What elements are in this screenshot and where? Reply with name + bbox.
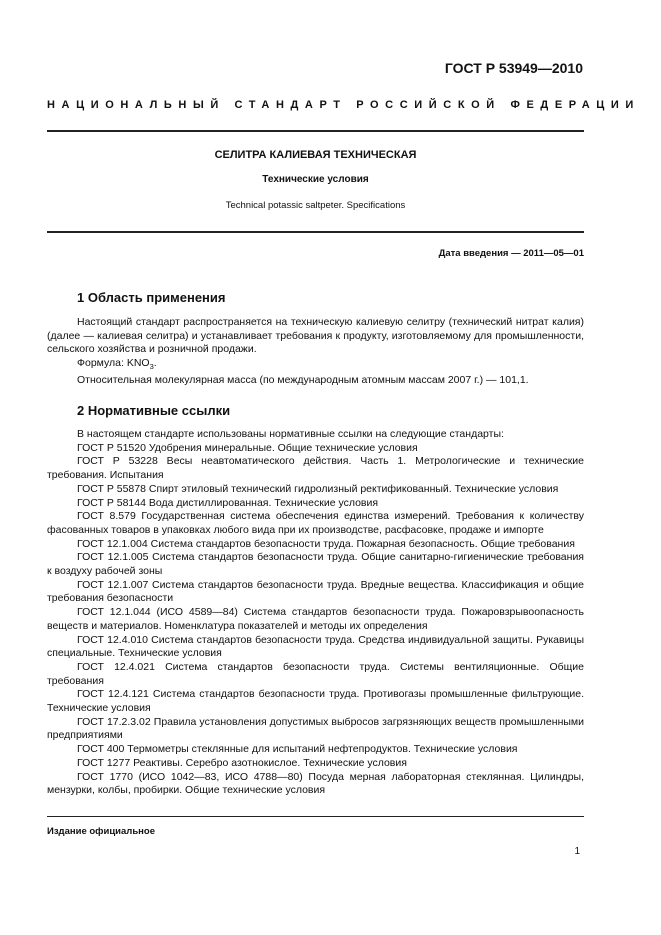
reference-item: ГОСТ 12.1.007 Система стандартов безопасности труда. Вредные вещества. Классификация и общие требования безопасности [47,578,584,605]
formula-line [47,357,584,374]
section-2-heading: 2 Нормативные ссылки [77,403,231,418]
formula-label: Формула: KNO [77,357,150,370]
reference-item: ГОСТ Р 55878 Спирт этиловый технический гидролизный ректификованный. Технические условия [77,482,559,495]
molecular-mass-line: Относительная молекулярная масса (по международным атомным массам 2007 г.) — 101,1. [77,373,529,386]
reference-item: ГОСТ 12.4.121 Система стандартов безопасности труда. Противогазы промышленные фильтрующие. Технические условия [47,688,584,715]
section-2-body [47,428,584,798]
reference-item: ГОСТ 8.579 Государственная система обеспечения единства измерений. Требования к количеству фасованных товаров в упаковках любого вида при их производстве, расфасовке, продаже и импорте [47,510,584,536]
gost-number: ГОСТ Р 53949—2010 [444,60,583,76]
reference-item: ГОСТ Р 58144 Вода дистиллированная. Технические условия [77,496,379,509]
reference-item: ГОСТ 12.4.021 Система стандартов безопасности труда. Системы вентиляционные. Общие требования [47,660,584,687]
page-number: 1 [574,846,580,857]
reference-intro: В настоящем стандарте использованы нормативные ссылки на следующие стандарты: [77,428,504,440]
formula-subscript: 3 [149,362,154,372]
reference-item: ГОСТ 1277 Реактивы. Серебро азотнокислое. Технические условия [77,756,407,769]
official-publication-label: Издание официальное [47,826,155,837]
reference-item: ГОСТ 12.1.005 Система стандартов безопасности труда. Общие санитарно-гигиенические требования к воздуху рабочей зоны [47,551,584,578]
formula-end: . [153,357,157,370]
reference-item: ГОСТ 12.4.010 Система стандартов безопасности труда. Средства индивидуальной защиты. Рукавицы специальные. Технические условия [47,633,584,660]
section-1-body [47,316,584,388]
top-divider [47,130,584,132]
reference-item: ГОСТ 12.1.004 Система стандартов безопасности труда. Пожарная безопасность. Общие требования [77,537,575,550]
title-divider [47,231,584,233]
scope-paragraph: Настоящий стандарт распространяется на техническую калиевую селитру (технический нитрат калия) (далее — калиевая селитра) и устанавливает требования к продукту, изготовляемому для промышленности, сельского хозяйства и розничной продажи. [47,316,584,356]
reference-item: ГОСТ Р 53228 Весы неавтоматического действия. Часть 1. Метрологические и технические требования. Испытания [47,455,584,482]
footer-divider [47,816,584,817]
reference-item: ГОСТ 400 Термометры стеклянные для испытаний нефтепродуктов. Технические условия [77,743,518,756]
document-title: СЕЛИТРА КАЛИЕВАЯ ТЕХНИЧЕСКАЯ [214,149,417,161]
national-standard-banner: НАЦИОНАЛЬНЫЙ СТАНДАРТ РОССИЙСКОЙ ФЕДЕРАЦИИ [47,99,640,111]
reference-item: ГОСТ 1770 (ИСО 1042—83, ИСО 4788—80) Посуда мерная лабораторная стеклянная. Цилиндры, мензурки, колбы, пробирки. Общие технические условия [47,770,584,797]
document-subtitle: Технические условия [262,174,369,185]
reference-item: ГОСТ 12.1.044 (ИСО 4589—84) Система стандартов безопасности труда. Пожаровзрывоопасность веществ и материалов. Номенклатура показателей и методы их определения [47,606,584,632]
introduction-date: Дата введения — 2011—05—01 [438,248,584,259]
section-1-heading: 1 Область применения [77,290,226,305]
english-title: Technical potassic saltpeter. Specifications [225,200,406,211]
reference-item: ГОСТ 17.2.3.02 Правила установления допустимых выбросов загрязняющих веществ промышленными предприятиями [47,715,584,742]
reference-item: ГОСТ Р 51520 Удобрения минеральные. Общие технические условия [77,441,418,454]
